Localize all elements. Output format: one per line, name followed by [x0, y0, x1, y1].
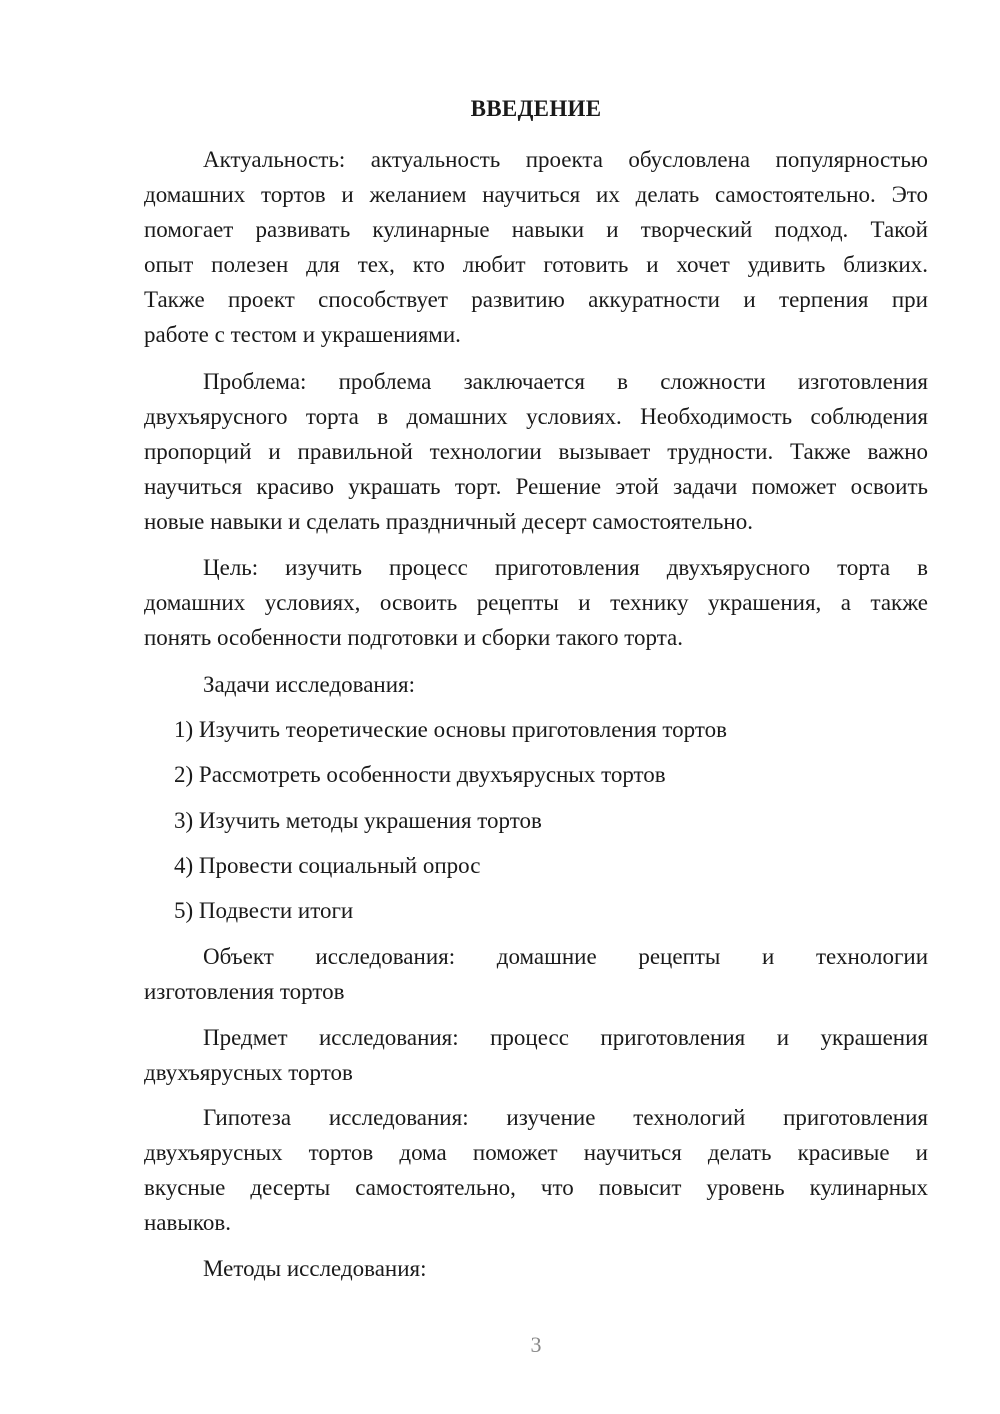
page-title: ВВЕДЕНИЕ	[470, 96, 602, 121]
text-line: двухъярусных тортов	[144, 1060, 353, 1085]
tasks-title: Задачи исследования:	[203, 672, 416, 697]
paragraph-hypothesis	[144, 1100, 928, 1240]
text-line: Гипотеза исследования: изучение технологий приготовления	[203, 1105, 928, 1130]
text-line: научиться красиво украшать торт. Решение этой задачи поможет освоить	[144, 474, 928, 499]
text-line: навыков.	[144, 1210, 231, 1235]
text-line: двухъярусного торта в домашних условиях. Необходимость соблюдения	[144, 404, 928, 429]
page-number: 3	[530, 1332, 542, 1357]
text-line: опыт полезен для тех, кто любит готовить и хочет удивить близких.	[144, 252, 928, 277]
text-line: помогает развивать кулинарные навыки и творческий подход. Такой	[144, 217, 928, 242]
paragraph-object	[144, 939, 928, 1009]
text-line: пропорций и правильной технологии вызывает трудности. Также важно	[144, 439, 928, 464]
text-line: Также проект способствует развитию аккуратности и терпения при	[144, 287, 928, 312]
text-line: изготовления тортов	[144, 979, 345, 1004]
text-line: Предмет исследования: процесс приготовления и украшения	[203, 1025, 928, 1050]
text-line: работе с тестом и украшениями.	[144, 322, 461, 347]
text-line: вкусные десерты самостоятельно, что повысит уровень кулинарных	[144, 1175, 928, 1200]
text-line: Объект исследования: домашние рецепты и технологии	[203, 944, 928, 969]
text-line: понять особенности подготовки и сборки такого торта.	[144, 625, 684, 650]
text-line: домашних тортов и желанием научиться их делать самостоятельно. Это	[144, 182, 928, 207]
task-item: 3) Изучить методы украшения тортов	[174, 808, 542, 833]
text-line: двухъярусных тортов дома поможет научиться делать красивые и	[144, 1140, 928, 1165]
task-item: 5) Подвести итоги	[174, 898, 354, 923]
text-line: Проблема: проблема заключается в сложности изготовления	[203, 369, 928, 394]
task-item: 4) Провести социальный опрос	[174, 853, 481, 878]
text-line: домашних условиях, освоить рецепты и технику украшения, а также	[144, 590, 928, 615]
task-item: 2) Рассмотреть особенности двухъярусных тортов	[174, 762, 666, 787]
paragraph-problem	[144, 364, 928, 539]
task-item: 1) Изучить теоретические основы приготовления тортов	[174, 717, 727, 742]
paragraph-relevance	[144, 142, 928, 352]
text-line: Цель: изучить процесс приготовления двухъярусного торта в	[203, 555, 928, 580]
paragraph-subject	[144, 1020, 928, 1090]
text-line: новые навыки и сделать праздничный десерт самостоятельно.	[144, 509, 753, 534]
text-line: Актуальность: актуальность проекта обусловлена популярностью	[203, 147, 928, 172]
paragraph-goal	[144, 550, 928, 655]
methods-title: Методы исследования:	[203, 1256, 427, 1281]
